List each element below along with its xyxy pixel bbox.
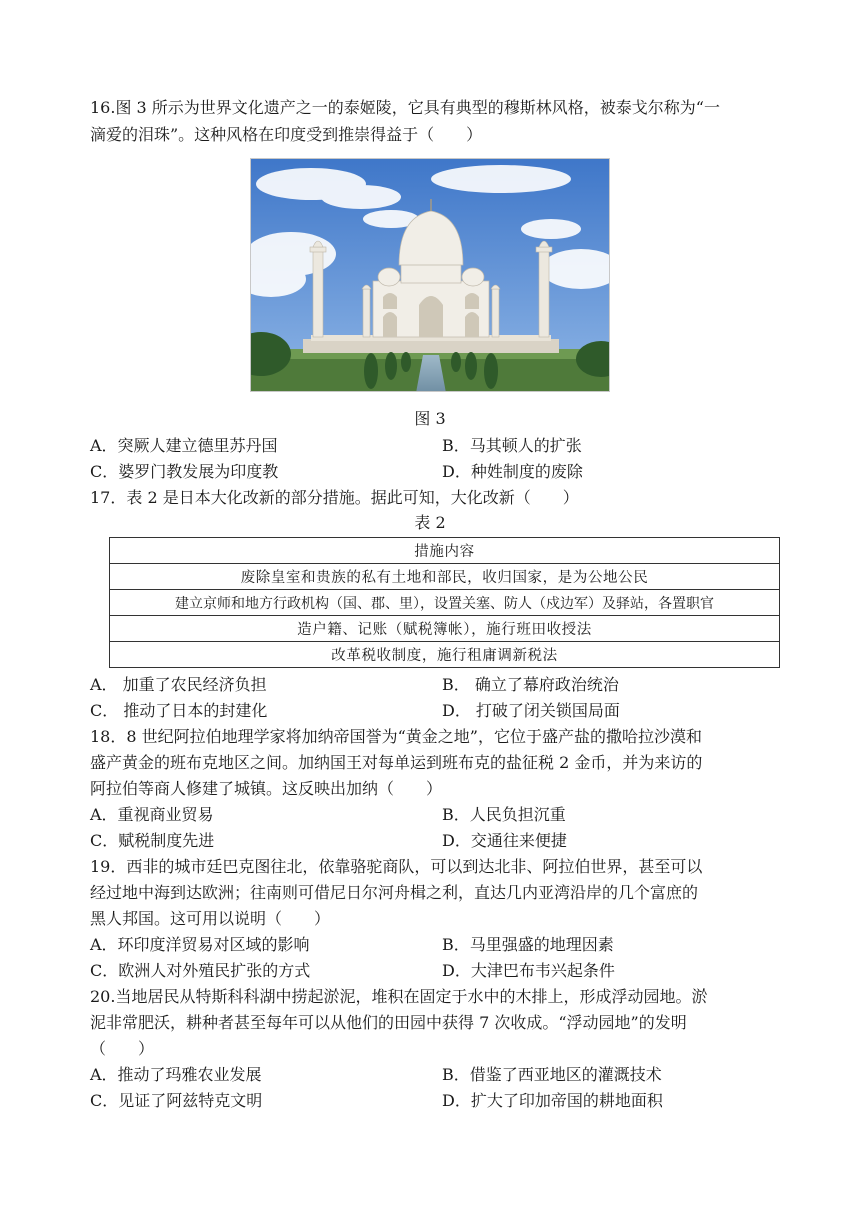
table-row	[110, 590, 780, 616]
q17-option-a[interactable]: A． 加重了农民经济负担	[90, 675, 267, 694]
q16-stem-line2: 滴爱的泪珠”。这种风格在印度受到推崇得益于（ ）	[90, 125, 483, 144]
table-row	[110, 642, 780, 668]
q17-option-b[interactable]: B． 确立了幕府政治统治	[442, 675, 619, 694]
q18-option-d[interactable]: D．交通往来便捷	[442, 831, 567, 850]
table-header-row	[110, 538, 780, 564]
taj-mahal-photo	[250, 158, 610, 392]
q18-option-c[interactable]: C．赋税制度先进	[90, 831, 215, 850]
table-header-cell: 措施内容	[110, 538, 780, 564]
q18-option-a[interactable]: A．重视商业贸易	[90, 805, 214, 824]
q17-option-c[interactable]: C． 推动了日本的封建化	[90, 701, 268, 720]
q17-option-d[interactable]: D． 打破了闭关锁国局面	[442, 701, 620, 720]
q19-option-d[interactable]: D．大津巴布韦兴起条件	[442, 961, 615, 980]
measures-table	[109, 537, 780, 668]
q19-option-c[interactable]: C．欧洲人对外殖民扩张的方式	[90, 961, 311, 980]
q16-option-d[interactable]: D．种姓制度的废除	[442, 462, 583, 481]
q18-option-b[interactable]: B．人民负担沉重	[442, 805, 566, 824]
q16-option-c[interactable]: C．婆罗门教发展为印度教	[90, 462, 279, 481]
q20-stem-line2: 泥非常肥沃，耕种者甚至每年可以从他们的田园中获得 7 次收成。“浮动园地”的发明	[90, 1013, 687, 1032]
q20-stem-line1: 20.当地居民从特斯科科湖中捞起淤泥，堆积在固定于水中的木排上，形成浮动园地。淤	[90, 987, 708, 1006]
table-caption: 表 2	[414, 513, 446, 532]
q18-stem-line2: 盛产黄金的班布克地区之间。加纳国王对每单运到班布克的盐征税 2 金币，并为来访的	[90, 753, 703, 772]
table-cell: 建立京师和地方行政机构（国、郡、里），设置关塞、防人（戍边军）及驿站，各置职官	[110, 590, 780, 616]
q20-stem-line3: （ ）	[90, 1039, 155, 1058]
q18-stem-line1: 18．8 世纪阿拉伯地理学家将加纳帝国誉为“黄金之地”，它位于盛产盐的撒哈拉沙漠和	[90, 727, 702, 746]
q19-stem-line2: 经过地中海到达欧洲；往南则可借尼日尔河舟楫之利，直达几内亚湾沿岸的几个富庶的	[90, 883, 699, 902]
q20-option-d[interactable]: D．扩大了印加帝国的耕地面积	[442, 1091, 663, 1110]
table-row	[110, 564, 780, 590]
q16-option-a[interactable]: A．突厥人建立德里苏丹国	[90, 436, 278, 455]
q20-option-b[interactable]: B．借鉴了西亚地区的灌溉技术	[442, 1065, 662, 1084]
q19-option-a[interactable]: A．环印度洋贸易对区域的影响	[90, 935, 310, 954]
taj-mahal-illustration	[251, 159, 610, 392]
q16-stem-line1: 16.图 3 所示为世界文化遗产之一的泰姬陵，它具有典型的穆斯林风格，被泰戈尔称为“一	[90, 98, 720, 117]
q19-stem-line3: 黑人邦国。这可用以说明（ ）	[90, 909, 331, 928]
q19-option-b[interactable]: B．马里强盛的地理因素	[442, 935, 614, 954]
table-row	[110, 616, 780, 642]
q19-stem-line1: 19．西非的城市廷巴克图往北，依靠骆驼商队，可以到达北非、阿拉伯世界，甚至可以	[90, 857, 703, 876]
table-cell: 废除皇室和贵族的私有土地和部民，收归国家，是为公地公民	[110, 564, 780, 590]
q17-stem-line1: 17．表 2 是日本大化改新的部分措施。据此可知，大化改新（ ）	[90, 488, 579, 507]
table-cell: 改革税收制度，施行租庸调新税法	[110, 642, 780, 668]
q16-option-b[interactable]: B．马其顿人的扩张	[442, 436, 582, 455]
q20-option-c[interactable]: C．见证了阿兹特克文明	[90, 1091, 263, 1110]
q20-option-a[interactable]: A．推动了玛雅农业发展	[90, 1065, 262, 1084]
table-cell: 造户籍、记账（赋税簿帐），施行班田收授法	[110, 616, 780, 642]
q18-stem-line3: 阿拉伯等商人修建了城镇。这反映出加纳（ ）	[90, 779, 443, 798]
figure-caption: 图 3	[414, 409, 446, 428]
